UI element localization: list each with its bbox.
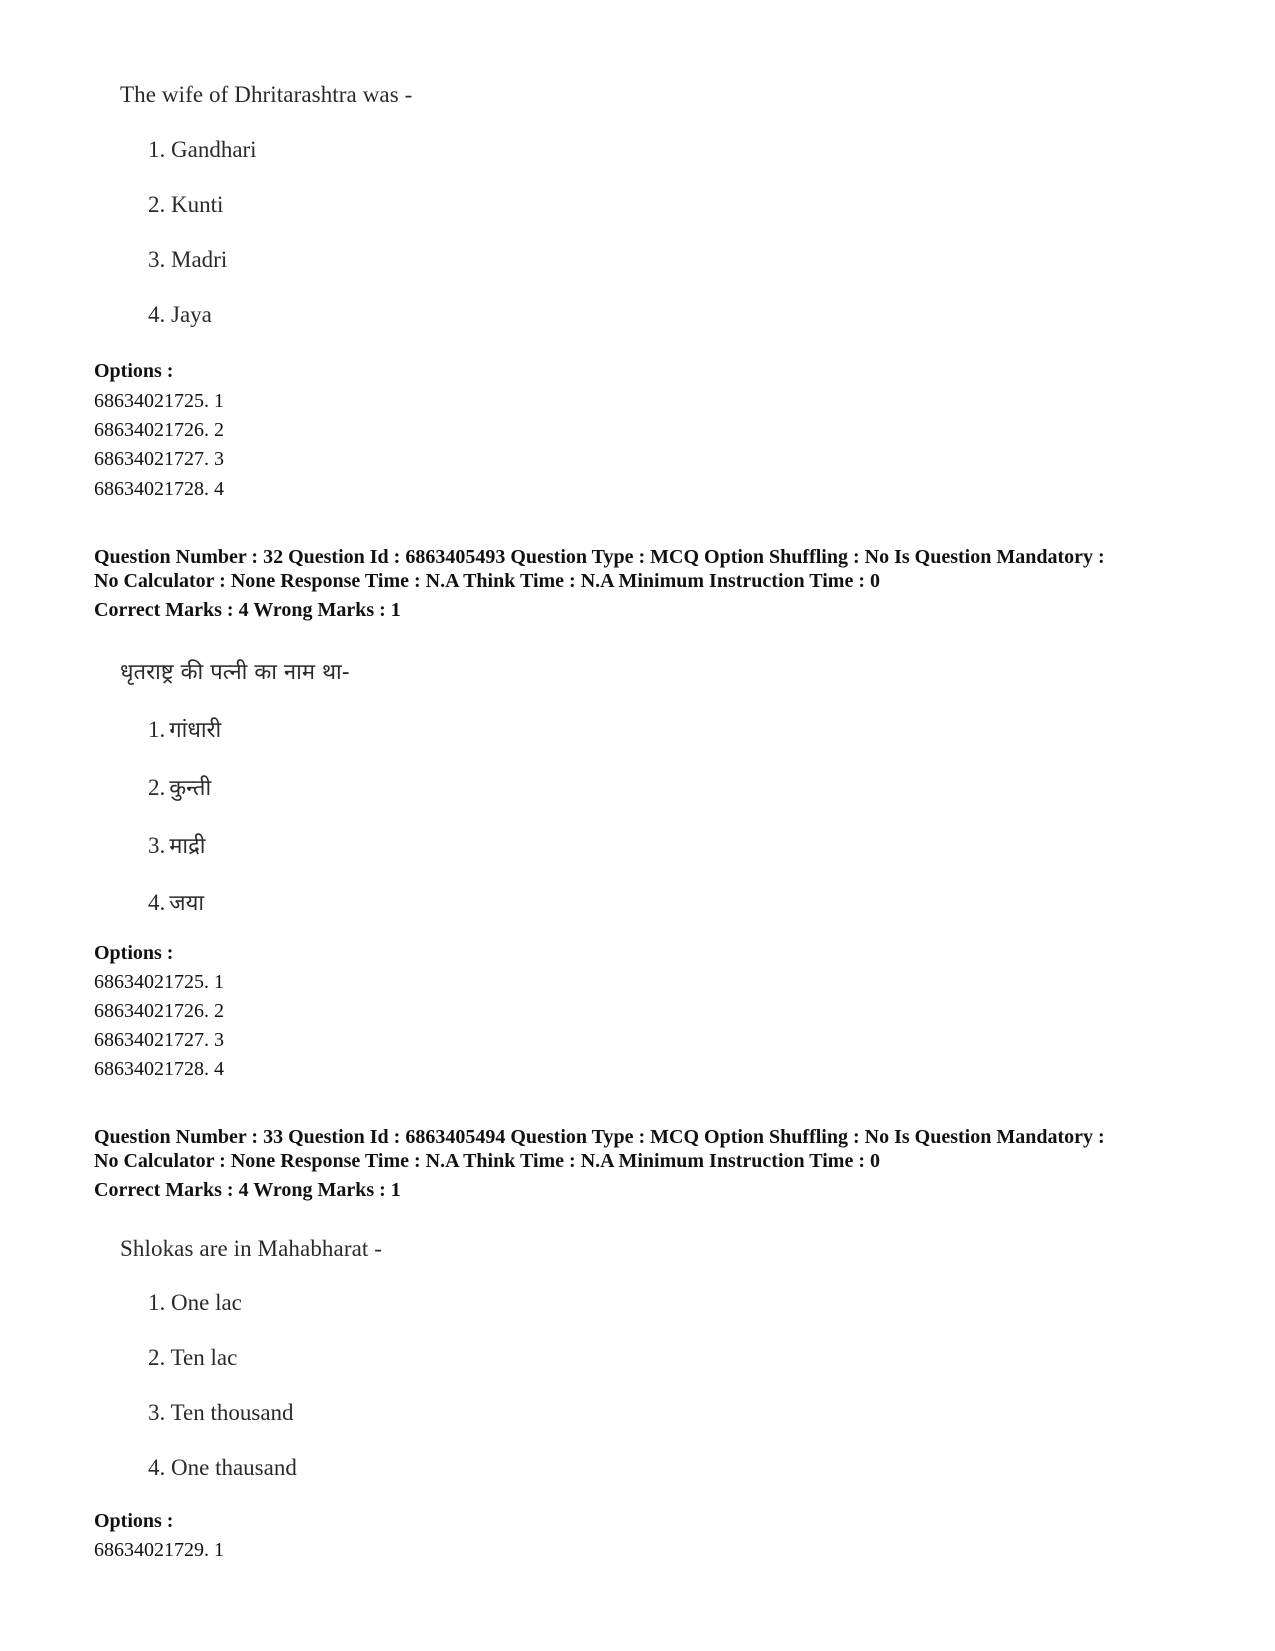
question-meta-line1: Question Number : 32 Question Id : 6863405493 Question Type : MCQ Option Shuffling : No Is Question Mandatory : bbox=[94, 546, 1105, 568]
question-meta-line2: No Calculator : None Response Time : N.A Think Time : N.A Minimum Instruction Time : 0 bbox=[94, 570, 880, 592]
option-line: 68634021729. 1 bbox=[94, 1539, 224, 1561]
choice-label: माद्री bbox=[169, 834, 206, 859]
choice-2: 2. Ten lac bbox=[148, 1345, 238, 1370]
choice-3 bbox=[148, 830, 205, 860]
choice-4: 4. Jaya bbox=[148, 302, 212, 327]
option-line: 68634021727. 3 bbox=[94, 448, 224, 470]
choice-4 bbox=[148, 887, 204, 917]
question-text: धृतराष्ट्र की पत्नी का नाम था- bbox=[120, 660, 350, 685]
option-line: 68634021726. 2 bbox=[94, 1000, 224, 1022]
option-line: 68634021726. 2 bbox=[94, 419, 224, 441]
option-line: 68634021728. 4 bbox=[94, 478, 224, 500]
choice-label: जया bbox=[169, 891, 205, 916]
question-text: Shlokas are in Mahabharat - bbox=[120, 1236, 383, 1261]
choice-4: 4. One thausand bbox=[148, 1455, 297, 1480]
choice-number: 4. bbox=[148, 890, 166, 915]
marks-line: Correct Marks : 4 Wrong Marks : 1 bbox=[94, 599, 401, 621]
choice-1: 1. One lac bbox=[148, 1290, 242, 1315]
options-label: Options : bbox=[94, 942, 174, 964]
choice-3: 3. Ten thousand bbox=[148, 1400, 294, 1425]
choice-2: 2. Kunti bbox=[148, 192, 224, 217]
option-line: 68634021725. 1 bbox=[94, 390, 224, 412]
choice-label: कुन्ती bbox=[169, 776, 212, 801]
question-text: The wife of Dhritarashtra was - bbox=[120, 82, 413, 107]
choice-1 bbox=[148, 714, 221, 744]
choice-2 bbox=[148, 772, 211, 802]
options-label: Options : bbox=[94, 360, 174, 382]
choice-number: 2. bbox=[148, 775, 166, 800]
question-meta-line1: Question Number : 33 Question Id : 6863405494 Question Type : MCQ Option Shuffling : No Is Question Mandatory : bbox=[94, 1126, 1105, 1148]
option-line: 68634021727. 3 bbox=[94, 1029, 224, 1051]
choice-label: गांधारी bbox=[169, 718, 222, 743]
option-line: 68634021728. 4 bbox=[94, 1058, 224, 1080]
question-meta-line2: No Calculator : None Response Time : N.A Think Time : N.A Minimum Instruction Time : 0 bbox=[94, 1150, 880, 1172]
choice-3: 3. Madri bbox=[148, 247, 228, 272]
option-line: 68634021725. 1 bbox=[94, 971, 224, 993]
options-label: Options : bbox=[94, 1510, 174, 1532]
marks-line: Correct Marks : 4 Wrong Marks : 1 bbox=[94, 1179, 401, 1201]
choice-number: 3. bbox=[148, 833, 166, 858]
choice-1: 1. Gandhari bbox=[148, 137, 257, 162]
choice-number: 1. bbox=[148, 717, 166, 742]
